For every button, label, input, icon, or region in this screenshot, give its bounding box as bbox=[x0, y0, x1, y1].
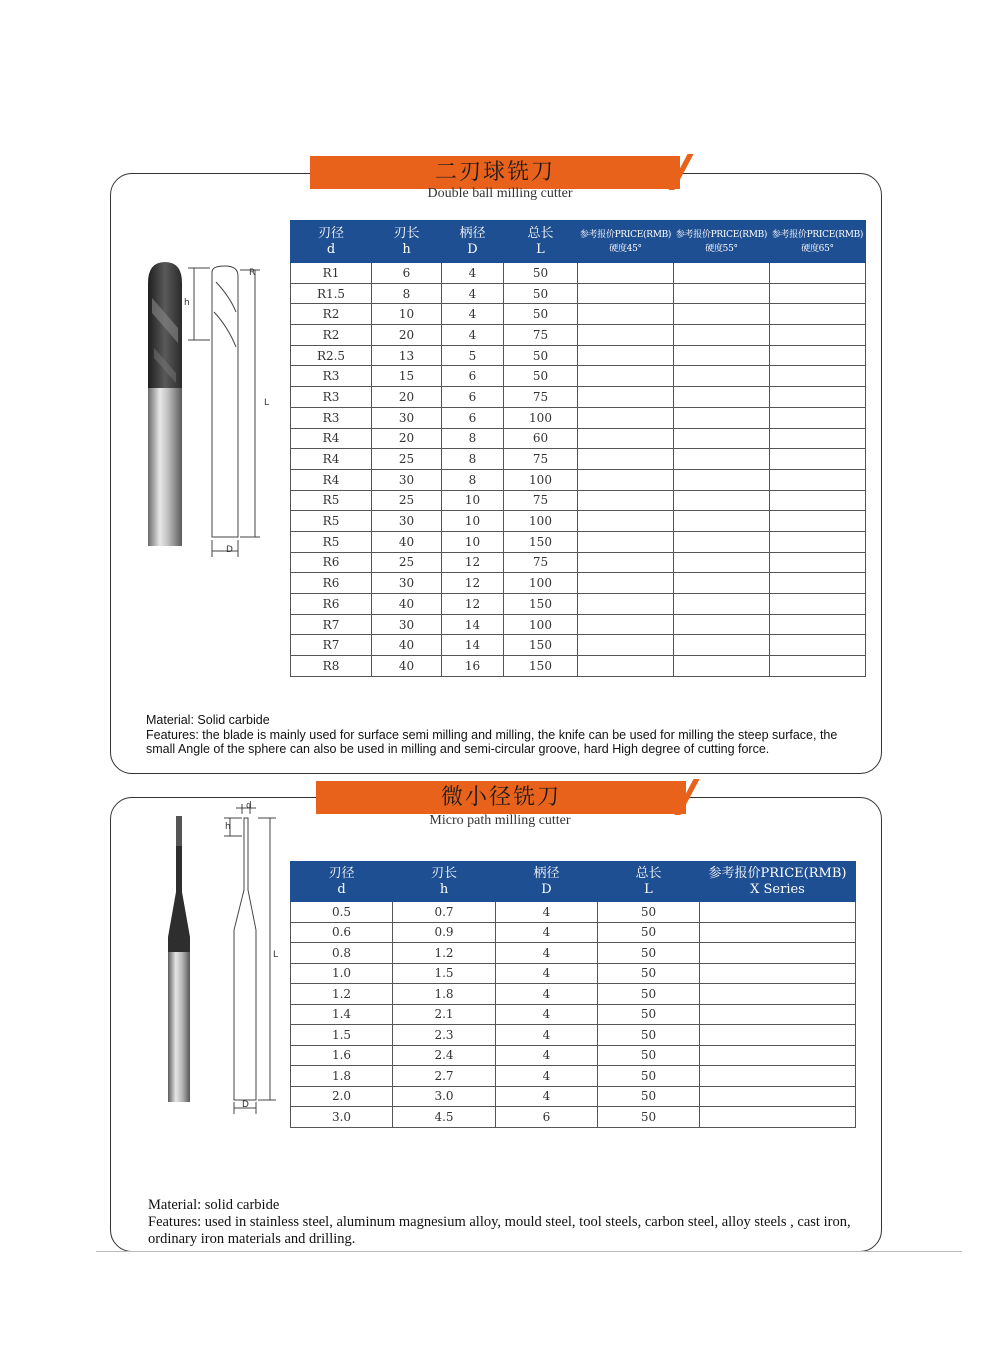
table-row bbox=[291, 594, 866, 615]
table-cell: 5 bbox=[442, 345, 504, 366]
table-cell: 0.7 bbox=[393, 902, 496, 923]
table-cell: R4 bbox=[291, 449, 372, 470]
table-row bbox=[291, 531, 866, 552]
table-cell: 4 bbox=[496, 943, 598, 964]
table-cell: 150 bbox=[504, 635, 578, 656]
table-cell: 50 bbox=[598, 1025, 700, 1046]
price-cell bbox=[700, 984, 856, 1005]
price-cell bbox=[770, 387, 866, 408]
price-cell bbox=[770, 552, 866, 573]
section1-spec-table bbox=[290, 220, 866, 677]
table-cell: 6 bbox=[442, 387, 504, 408]
table-row bbox=[291, 943, 856, 964]
price-cell bbox=[578, 366, 674, 387]
table-cell: 50 bbox=[598, 1066, 700, 1087]
table-cell: 2.3 bbox=[393, 1025, 496, 1046]
table-cell: R2 bbox=[291, 304, 372, 325]
table-cell: R3 bbox=[291, 387, 372, 408]
price-cell bbox=[578, 263, 674, 284]
table-row bbox=[291, 573, 866, 594]
table-cell: 30 bbox=[372, 573, 442, 594]
price-cell bbox=[578, 469, 674, 490]
table-cell: R8 bbox=[291, 656, 372, 677]
table-cell: 15 bbox=[372, 366, 442, 387]
table-cell: 20 bbox=[372, 387, 442, 408]
table-cell: 50 bbox=[598, 963, 700, 984]
table-cell: 4.5 bbox=[393, 1107, 496, 1128]
table-cell: 2.4 bbox=[393, 1045, 496, 1066]
price-cell bbox=[770, 531, 866, 552]
table-row bbox=[291, 656, 866, 677]
col-header-d: 刃径 d bbox=[291, 221, 372, 263]
section1-title: 二刃球铣刀 bbox=[434, 160, 555, 185]
table-cell: 6 bbox=[496, 1107, 598, 1128]
table-cell: 3.0 bbox=[291, 1107, 393, 1128]
price-cell bbox=[700, 922, 856, 943]
micro-mill-photo bbox=[160, 812, 200, 1104]
table-cell: 4 bbox=[496, 902, 598, 923]
table-row bbox=[291, 1025, 856, 1046]
table-cell: 12 bbox=[442, 594, 504, 615]
price-cell bbox=[674, 263, 770, 284]
price-cell bbox=[770, 407, 866, 428]
table-cell: 50 bbox=[598, 1004, 700, 1025]
section2-header-row bbox=[291, 862, 856, 902]
price-cell bbox=[674, 304, 770, 325]
table-cell: 10 bbox=[442, 531, 504, 552]
price-cell bbox=[674, 614, 770, 635]
table-cell: 8 bbox=[372, 283, 442, 304]
price-cell bbox=[770, 283, 866, 304]
section2-notes bbox=[148, 1197, 878, 1248]
price-cell bbox=[700, 943, 856, 964]
price-cell bbox=[674, 449, 770, 470]
dim-d-label: d bbox=[246, 801, 252, 811]
table-cell: 4 bbox=[496, 1004, 598, 1025]
table-cell: 1.6 bbox=[291, 1045, 393, 1066]
price-cell bbox=[674, 656, 770, 677]
table-cell: 10 bbox=[442, 490, 504, 511]
price-cell bbox=[674, 531, 770, 552]
table-cell: R7 bbox=[291, 614, 372, 635]
table-row bbox=[291, 283, 866, 304]
table-cell: 150 bbox=[504, 656, 578, 677]
table-row bbox=[291, 407, 866, 428]
table-cell: 30 bbox=[372, 469, 442, 490]
table-cell: R2 bbox=[291, 325, 372, 346]
table-cell: 10 bbox=[372, 304, 442, 325]
table-cell: 1.4 bbox=[291, 1004, 393, 1025]
price-cell bbox=[770, 469, 866, 490]
table-cell: 4 bbox=[496, 1086, 598, 1107]
table-cell: R6 bbox=[291, 552, 372, 573]
table-cell: 40 bbox=[372, 531, 442, 552]
section1-banner bbox=[310, 156, 680, 189]
table-cell: R1.5 bbox=[291, 283, 372, 304]
table-cell: R3 bbox=[291, 366, 372, 387]
table-cell: 8 bbox=[442, 449, 504, 470]
table-cell: 150 bbox=[504, 594, 578, 615]
table-cell: 100 bbox=[504, 614, 578, 635]
price-cell bbox=[578, 490, 674, 511]
table-cell: 30 bbox=[372, 614, 442, 635]
table-cell: 2.1 bbox=[393, 1004, 496, 1025]
price-cell bbox=[770, 325, 866, 346]
price-cell bbox=[770, 635, 866, 656]
table-row bbox=[291, 304, 866, 325]
table-cell: R2.5 bbox=[291, 345, 372, 366]
table-cell: 1.5 bbox=[393, 963, 496, 984]
dim-L2-label: L bbox=[273, 950, 279, 960]
micro-mill-drawing bbox=[200, 800, 290, 1120]
price-cell bbox=[578, 387, 674, 408]
table-cell: 1.5 bbox=[291, 1025, 393, 1046]
price-cell bbox=[578, 449, 674, 470]
section1-material: Material: Solid carbide bbox=[146, 713, 270, 727]
price-cell bbox=[770, 428, 866, 449]
price-cell bbox=[674, 283, 770, 304]
table-cell: 50 bbox=[598, 984, 700, 1005]
price-cell bbox=[578, 345, 674, 366]
table-cell: 4 bbox=[496, 922, 598, 943]
section2-spec-table bbox=[290, 861, 856, 1128]
table-cell: 25 bbox=[372, 490, 442, 511]
section2-title: 微小径铣刀 bbox=[440, 785, 561, 810]
col-header-h: 刃长 h bbox=[372, 221, 442, 263]
col-header-price-65: 参考报价PRICE(RMB) 硬度65° bbox=[770, 221, 866, 263]
col2-header-h: 刃长 h bbox=[393, 862, 496, 902]
price-cell bbox=[578, 531, 674, 552]
table-cell: 100 bbox=[504, 469, 578, 490]
table-cell: 75 bbox=[504, 552, 578, 573]
section1-header-row bbox=[291, 221, 866, 263]
price-cell bbox=[770, 304, 866, 325]
dim-D-label: D bbox=[226, 545, 233, 555]
table-cell: R5 bbox=[291, 531, 372, 552]
table-row bbox=[291, 469, 866, 490]
table-row bbox=[291, 902, 856, 923]
price-cell bbox=[674, 635, 770, 656]
price-cell bbox=[770, 449, 866, 470]
table-cell: 20 bbox=[372, 325, 442, 346]
table-row bbox=[291, 1066, 856, 1087]
section1-table-body bbox=[291, 263, 866, 677]
price-cell bbox=[770, 594, 866, 615]
table-cell: 1.2 bbox=[393, 943, 496, 964]
ball-mill-drawing bbox=[180, 262, 280, 562]
price-cell bbox=[674, 469, 770, 490]
table-cell: 4 bbox=[496, 1045, 598, 1066]
price-cell bbox=[578, 573, 674, 594]
table-cell: 6 bbox=[372, 263, 442, 284]
table-cell: 50 bbox=[598, 922, 700, 943]
price-cell bbox=[700, 1107, 856, 1128]
col-header-L: 总长 L bbox=[504, 221, 578, 263]
price-cell bbox=[674, 428, 770, 449]
table-row bbox=[291, 635, 866, 656]
col2-header-L: 总长 L bbox=[598, 862, 700, 902]
table-cell: 60 bbox=[504, 428, 578, 449]
section1-features: Features: the blade is mainly used for surface semi milling and milling, the knife can be used for milling the steep surface, the small Angle of the sphere can also be used in milling and semi-circular groove, hard High degree of cutting force. bbox=[146, 727, 838, 756]
col-header-price-45: 参考报价PRICE(RMB) 硬度45° bbox=[578, 221, 674, 263]
table-cell: 4 bbox=[442, 304, 504, 325]
price-cell bbox=[700, 902, 856, 923]
price-cell bbox=[770, 263, 866, 284]
price-cell bbox=[578, 283, 674, 304]
price-cell bbox=[578, 656, 674, 677]
table-cell: 50 bbox=[504, 304, 578, 325]
table-cell: 40 bbox=[372, 635, 442, 656]
table-cell: 50 bbox=[504, 366, 578, 387]
table-cell: 50 bbox=[598, 1045, 700, 1066]
table-cell: 40 bbox=[372, 594, 442, 615]
table-cell: 30 bbox=[372, 407, 442, 428]
price-cell bbox=[674, 490, 770, 511]
table-cell: 0.9 bbox=[393, 922, 496, 943]
table-cell: 4 bbox=[442, 263, 504, 284]
price-cell bbox=[674, 407, 770, 428]
table-cell: 30 bbox=[372, 511, 442, 532]
table-cell: 12 bbox=[442, 573, 504, 594]
price-cell bbox=[674, 573, 770, 594]
table-cell: 3.0 bbox=[393, 1086, 496, 1107]
section2-table-body bbox=[291, 902, 856, 1128]
table-cell: 1.8 bbox=[393, 984, 496, 1005]
bottom-divider bbox=[96, 1251, 962, 1252]
price-cell bbox=[700, 1066, 856, 1087]
dim-h2-label: h bbox=[225, 822, 231, 832]
table-cell: 75 bbox=[504, 490, 578, 511]
table-cell: 8 bbox=[442, 428, 504, 449]
price-cell bbox=[770, 614, 866, 635]
table-cell: 50 bbox=[598, 943, 700, 964]
table-cell: 50 bbox=[504, 345, 578, 366]
table-cell: 0.8 bbox=[291, 943, 393, 964]
table-cell: 4 bbox=[496, 963, 598, 984]
table-row bbox=[291, 325, 866, 346]
price-cell bbox=[578, 635, 674, 656]
table-row bbox=[291, 1045, 856, 1066]
table-cell: 4 bbox=[496, 1066, 598, 1087]
table-cell: R3 bbox=[291, 407, 372, 428]
price-cell bbox=[700, 963, 856, 984]
table-cell: 50 bbox=[598, 1086, 700, 1107]
price-cell bbox=[770, 490, 866, 511]
table-cell: 75 bbox=[504, 325, 578, 346]
price-cell bbox=[674, 511, 770, 532]
price-cell bbox=[578, 511, 674, 532]
table-cell: 75 bbox=[504, 449, 578, 470]
table-row bbox=[291, 963, 856, 984]
dim-R-label: R bbox=[249, 268, 256, 278]
price-cell bbox=[578, 594, 674, 615]
table-row bbox=[291, 345, 866, 366]
section1-notes bbox=[146, 713, 846, 757]
section1-subtitle: Double ball milling cutter bbox=[427, 186, 573, 201]
price-cell bbox=[770, 656, 866, 677]
dim-D2-label: D bbox=[242, 1100, 249, 1110]
table-cell: R6 bbox=[291, 573, 372, 594]
table-cell: R5 bbox=[291, 511, 372, 532]
table-row bbox=[291, 263, 866, 284]
price-cell bbox=[770, 511, 866, 532]
col2-header-price: 参考报价PRICE(RMB) X Series bbox=[700, 862, 856, 902]
price-cell bbox=[578, 552, 674, 573]
table-cell: 1.2 bbox=[291, 984, 393, 1005]
price-cell bbox=[700, 1004, 856, 1025]
table-cell: 25 bbox=[372, 552, 442, 573]
dim-L-label: L bbox=[264, 398, 270, 408]
price-cell bbox=[578, 614, 674, 635]
table-cell: 4 bbox=[442, 283, 504, 304]
section2-features: Features: used in stainless steel, aluminum magnesium alloy, mould steel, tool steels, carbon steel, alloy steels , cast iron, ordinary iron materials and drilling. bbox=[148, 1214, 851, 1247]
table-cell: 75 bbox=[504, 387, 578, 408]
table-cell: 100 bbox=[504, 407, 578, 428]
table-row bbox=[291, 490, 866, 511]
col-header-price-55: 参考报价PRICE(RMB) 硬度55° bbox=[674, 221, 770, 263]
table-row bbox=[291, 922, 856, 943]
price-cell bbox=[674, 594, 770, 615]
table-cell: 0.5 bbox=[291, 902, 393, 923]
table-cell: 50 bbox=[598, 1107, 700, 1128]
section2-banner bbox=[316, 781, 686, 814]
table-row bbox=[291, 1004, 856, 1025]
table-cell: 14 bbox=[442, 635, 504, 656]
table-row bbox=[291, 1086, 856, 1107]
table-cell: 1.8 bbox=[291, 1066, 393, 1087]
table-cell: 100 bbox=[504, 573, 578, 594]
price-cell bbox=[770, 573, 866, 594]
table-cell: 50 bbox=[598, 902, 700, 923]
table-cell: 6 bbox=[442, 366, 504, 387]
table-cell: 0.6 bbox=[291, 922, 393, 943]
table-cell: R7 bbox=[291, 635, 372, 656]
table-cell: R6 bbox=[291, 594, 372, 615]
table-cell: 2.7 bbox=[393, 1066, 496, 1087]
table-row bbox=[291, 614, 866, 635]
table-cell: 12 bbox=[442, 552, 504, 573]
col2-header-D: 柄径 D bbox=[496, 862, 598, 902]
price-cell bbox=[700, 1086, 856, 1107]
price-cell bbox=[578, 428, 674, 449]
table-cell: 14 bbox=[442, 614, 504, 635]
price-cell bbox=[674, 552, 770, 573]
price-cell bbox=[578, 325, 674, 346]
dim-h-label: h bbox=[184, 298, 190, 308]
price-cell bbox=[674, 325, 770, 346]
table-row bbox=[291, 449, 866, 470]
table-cell: R5 bbox=[291, 490, 372, 511]
table-cell: 1.0 bbox=[291, 963, 393, 984]
table-cell: R1 bbox=[291, 263, 372, 284]
table-cell: 20 bbox=[372, 428, 442, 449]
table-cell: 40 bbox=[372, 656, 442, 677]
price-cell bbox=[770, 366, 866, 387]
table-row bbox=[291, 1107, 856, 1128]
price-cell bbox=[700, 1025, 856, 1046]
price-cell bbox=[674, 345, 770, 366]
price-cell bbox=[578, 407, 674, 428]
table-cell: 10 bbox=[442, 511, 504, 532]
table-row bbox=[291, 984, 856, 1005]
table-cell: 4 bbox=[496, 1025, 598, 1046]
table-cell: 150 bbox=[504, 531, 578, 552]
table-cell: R4 bbox=[291, 428, 372, 449]
table-cell: 100 bbox=[504, 511, 578, 532]
table-cell: R4 bbox=[291, 469, 372, 490]
table-cell: 16 bbox=[442, 656, 504, 677]
section2-subtitle: Micro path milling cutter bbox=[429, 813, 571, 828]
col2-header-d: 刃径 d bbox=[291, 862, 393, 902]
table-cell: 6 bbox=[442, 407, 504, 428]
table-row bbox=[291, 552, 866, 573]
price-cell bbox=[578, 304, 674, 325]
section2-material: Material: solid carbide bbox=[148, 1197, 280, 1213]
table-cell: 4 bbox=[496, 984, 598, 1005]
table-cell: 50 bbox=[504, 263, 578, 284]
price-cell bbox=[700, 1045, 856, 1066]
table-cell: 25 bbox=[372, 449, 442, 470]
col-header-D: 柄径 D bbox=[442, 221, 504, 263]
table-cell: 8 bbox=[442, 469, 504, 490]
table-cell: 4 bbox=[442, 325, 504, 346]
table-cell: 50 bbox=[504, 283, 578, 304]
table-row bbox=[291, 428, 866, 449]
table-row bbox=[291, 511, 866, 532]
table-row bbox=[291, 387, 866, 408]
price-cell bbox=[674, 387, 770, 408]
table-row bbox=[291, 366, 866, 387]
price-cell bbox=[770, 345, 866, 366]
price-cell bbox=[674, 366, 770, 387]
table-cell: 13 bbox=[372, 345, 442, 366]
table-cell: 2.0 bbox=[291, 1086, 393, 1107]
